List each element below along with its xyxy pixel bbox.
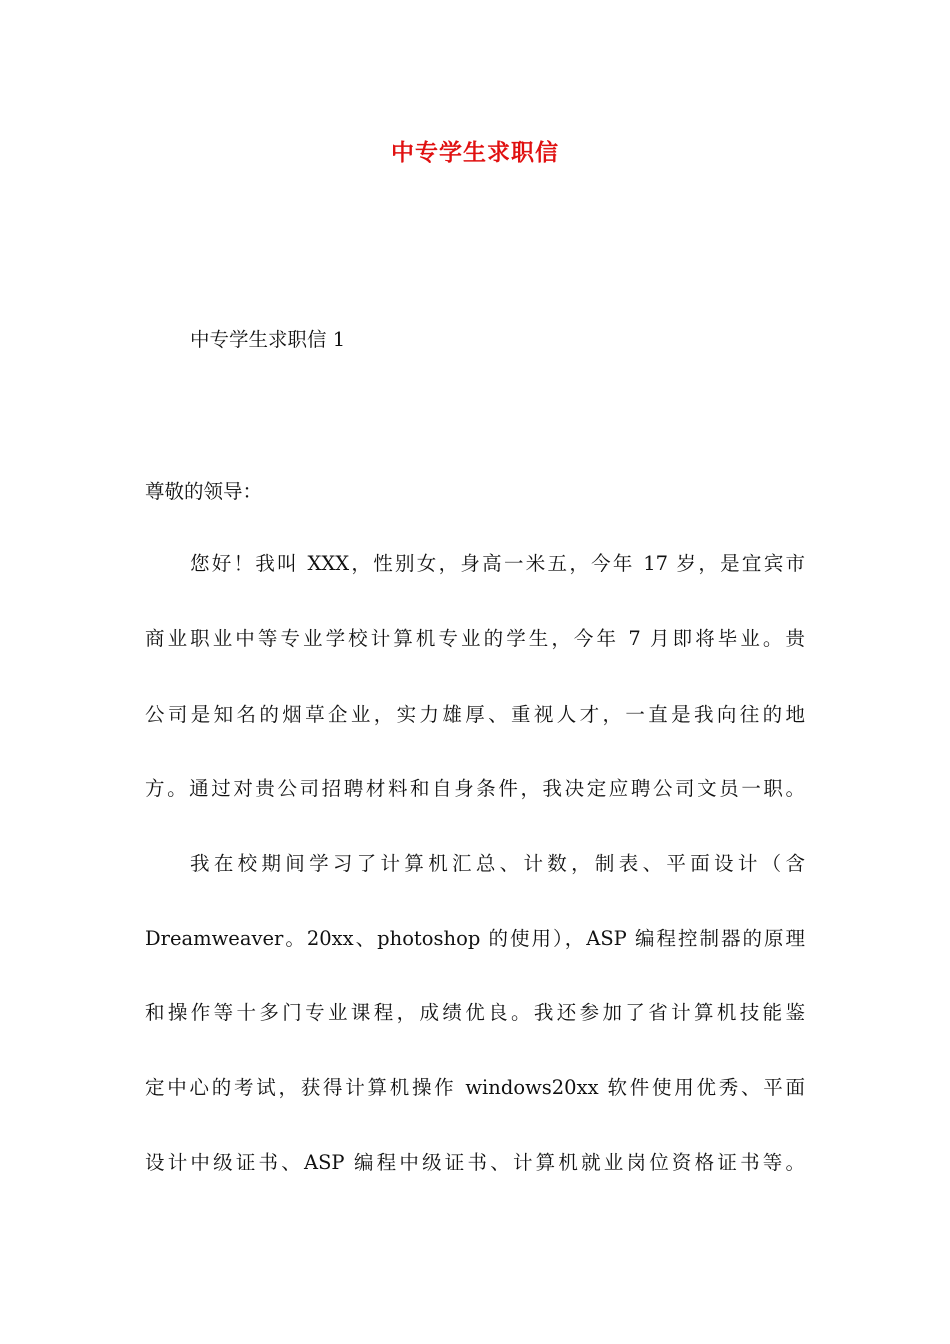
body-line-2: 商业职业中等专业学校计算机专业的学生，今年 7 月即将毕业。贵 (145, 627, 805, 650)
body-line-8: 定中心的考试，获得计算机操作 windows20xx 软件使用优秀、平面 (145, 1076, 805, 1099)
body-line-5: 我在校期间学习了计算机汇总、计数，制表、平面设计（含 (190, 852, 805, 875)
document-title: 中专学生求职信 (391, 139, 559, 166)
body-line-1: 您好！我叫 XXX，性别女，身高一米五，今年 17 岁，是宜宾市 (190, 552, 805, 575)
salutation: 尊敬的领导： (145, 480, 263, 503)
body-line-6: Dreamweaver。20xx、photoshop 的使用），ASP 编程控制器的原理 (145, 927, 805, 950)
body-line-7: 和操作等十多门专业课程，成绩优良。我还参加了省计算机技能鉴 (145, 1001, 805, 1024)
section-heading: 中专学生求职信 1 (190, 328, 346, 351)
body-line-9: 设计中级证书、ASP 编程中级证书、计算机就业岗位资格证书等。 (145, 1151, 805, 1174)
body-line-3: 公司是知名的烟草企业，实力雄厚、重视人才，一直是我向往的地 (145, 703, 805, 726)
body-line-4: 方。通过对贵公司招聘材料和自身条件，我决定应聘公司文员一职。 (145, 777, 805, 800)
